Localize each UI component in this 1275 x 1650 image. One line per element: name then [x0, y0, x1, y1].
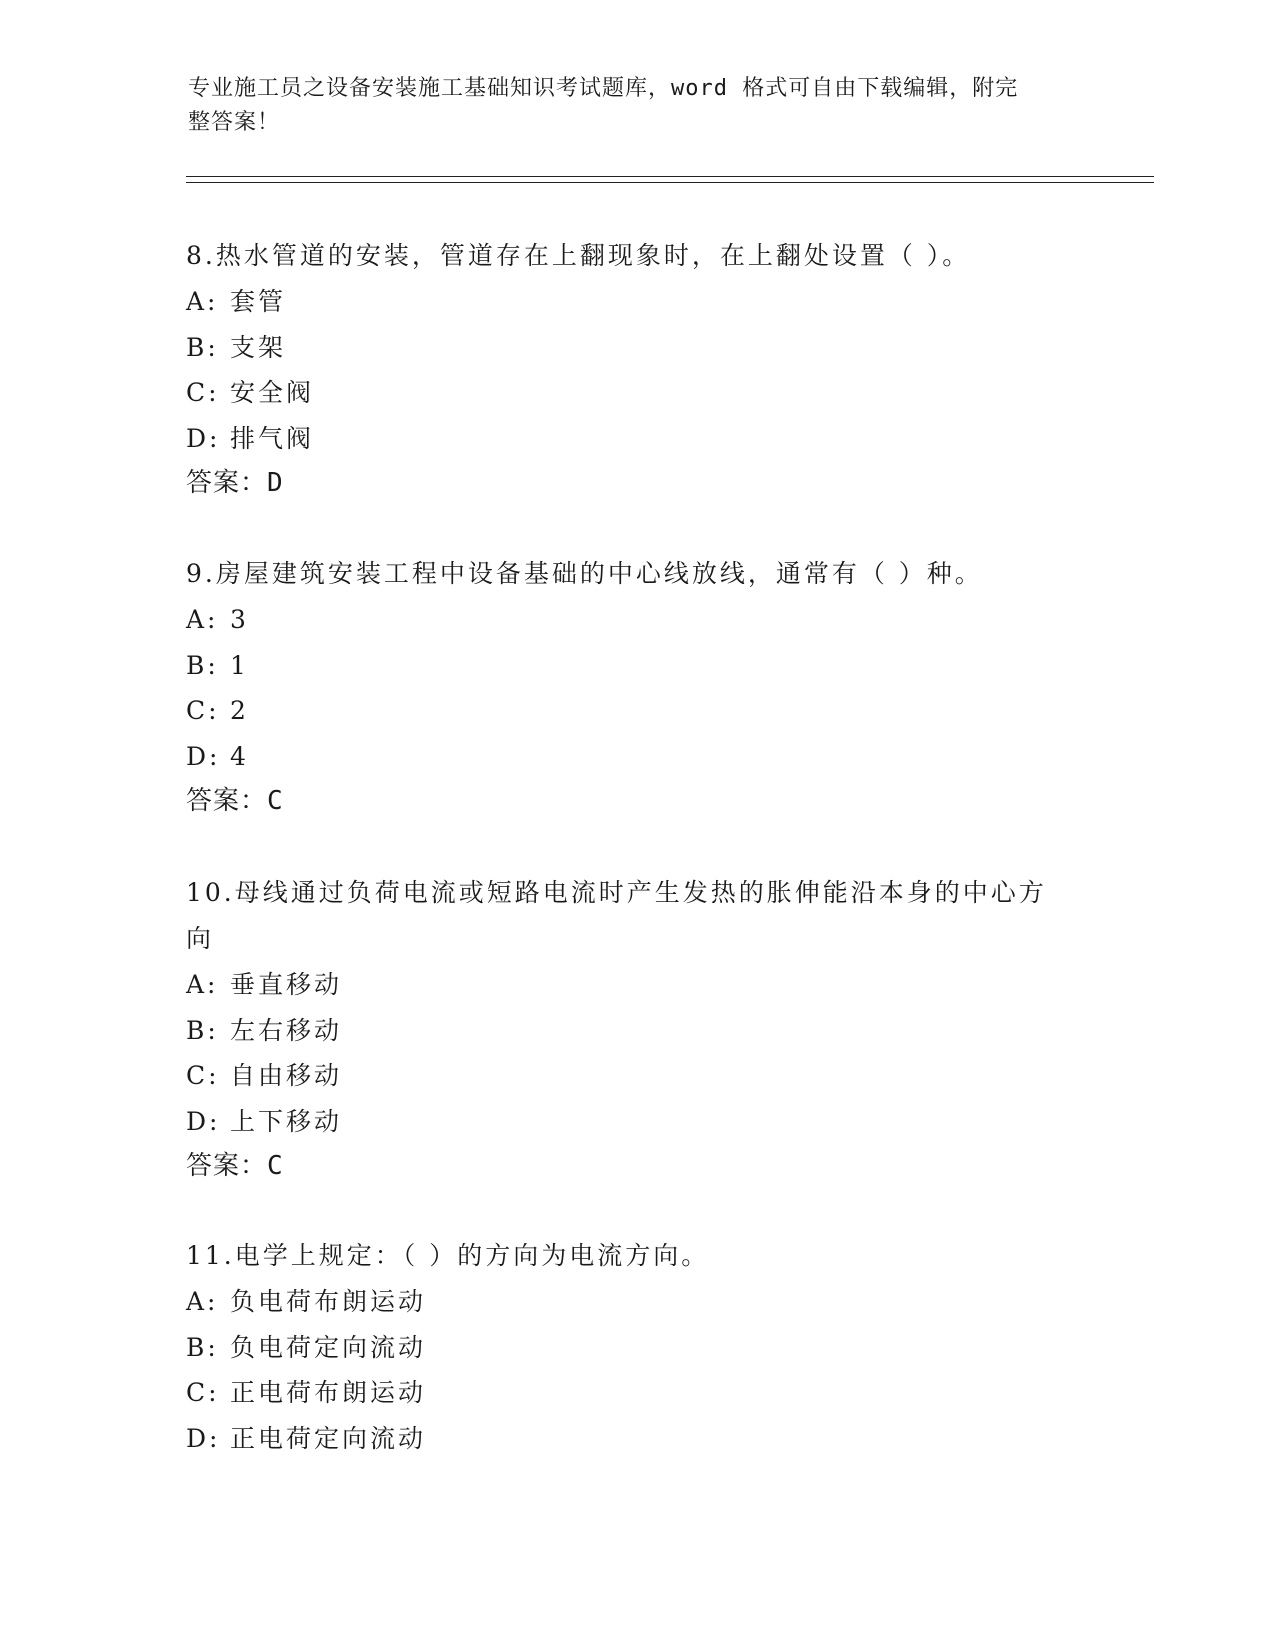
header-line-1: 专业施工员之设备安装施工基础知识考试题库，word 格式可自由下载编辑，附完 — [188, 76, 1019, 101]
option-c — [186, 688, 1086, 734]
document-header — [188, 72, 1088, 140]
option-letter: D: — [186, 741, 221, 771]
option-text: 左右移动 — [230, 1015, 343, 1045]
question-title-line-1: 10.母线通过负荷电流或短路电流时产生发热的胀伸能沿本身的中心方 — [186, 878, 1047, 907]
answer-line: 答案：C — [186, 1151, 284, 1181]
option-text: 负电荷定向流动 — [230, 1332, 427, 1362]
option-letter: D: — [186, 423, 221, 453]
option-text: 支架 — [230, 332, 287, 362]
option-letter: D: — [186, 1423, 221, 1453]
option-c — [186, 1053, 1086, 1099]
question-title-line-2: 向 — [186, 924, 215, 953]
question-title: 9.房屋建筑安装工程中设备基础的中心线放线，通常有（ ）种。 — [186, 559, 983, 588]
option-letter: C: — [186, 378, 220, 407]
option-a — [186, 962, 1086, 1008]
option-b — [186, 1008, 1086, 1054]
option-letter: C: — [186, 1378, 220, 1407]
option-letter: C: — [186, 696, 220, 725]
option-text: 3 — [230, 605, 249, 634]
option-letter: D: — [186, 1106, 221, 1136]
option-text: 4 — [230, 741, 249, 771]
question-title: 8.热水管道的安装，管道存在上翻现象时，在上翻处设置（ ）。 — [186, 241, 971, 270]
option-c — [186, 1370, 1086, 1416]
question-10 — [186, 870, 1086, 1189]
option-text: 排气阀 — [230, 423, 315, 453]
header-divider-bottom — [186, 182, 1154, 183]
question-11 — [186, 1233, 1086, 1461]
header-line-2: 整答案！ — [188, 110, 281, 135]
option-text: 负电荷布朗运动 — [230, 1287, 427, 1316]
option-text: 套管 — [230, 287, 287, 316]
option-d — [186, 734, 1086, 780]
option-c — [186, 370, 1086, 416]
option-b — [186, 643, 1086, 689]
option-text: 1 — [230, 650, 249, 680]
option-a — [186, 1279, 1086, 1325]
option-a — [186, 279, 1086, 325]
answer-line: 答案：C — [186, 786, 284, 816]
option-b — [186, 1325, 1086, 1371]
option-letter: A: — [186, 1287, 219, 1316]
option-letter: C: — [186, 1061, 220, 1090]
question-8 — [186, 233, 1086, 506]
option-d — [186, 1416, 1086, 1462]
option-b — [186, 325, 1086, 371]
option-text: 正电荷定向流动 — [230, 1423, 427, 1453]
option-letter: B: — [186, 332, 219, 362]
answer-line: 答案：D — [186, 468, 284, 498]
option-letter: B: — [186, 650, 219, 680]
option-letter: B: — [186, 1015, 219, 1045]
option-text: 自由移动 — [230, 1061, 343, 1090]
option-d — [186, 1099, 1086, 1145]
option-a — [186, 597, 1086, 643]
option-text: 正电荷布朗运动 — [230, 1378, 427, 1407]
option-letter: A: — [186, 970, 219, 999]
option-text: 垂直移动 — [230, 970, 343, 999]
option-letter: A: — [186, 605, 219, 634]
question-title: 11.电学上规定：（ ）的方向为电流方向。 — [186, 1241, 710, 1270]
option-d — [186, 416, 1086, 462]
header-divider-top — [186, 176, 1154, 177]
option-text: 安全阀 — [230, 378, 315, 407]
question-9 — [186, 551, 1086, 824]
option-text: 上下移动 — [230, 1106, 343, 1136]
option-text: 2 — [230, 696, 249, 725]
option-letter: A: — [186, 287, 219, 316]
option-letter: B: — [186, 1332, 219, 1362]
